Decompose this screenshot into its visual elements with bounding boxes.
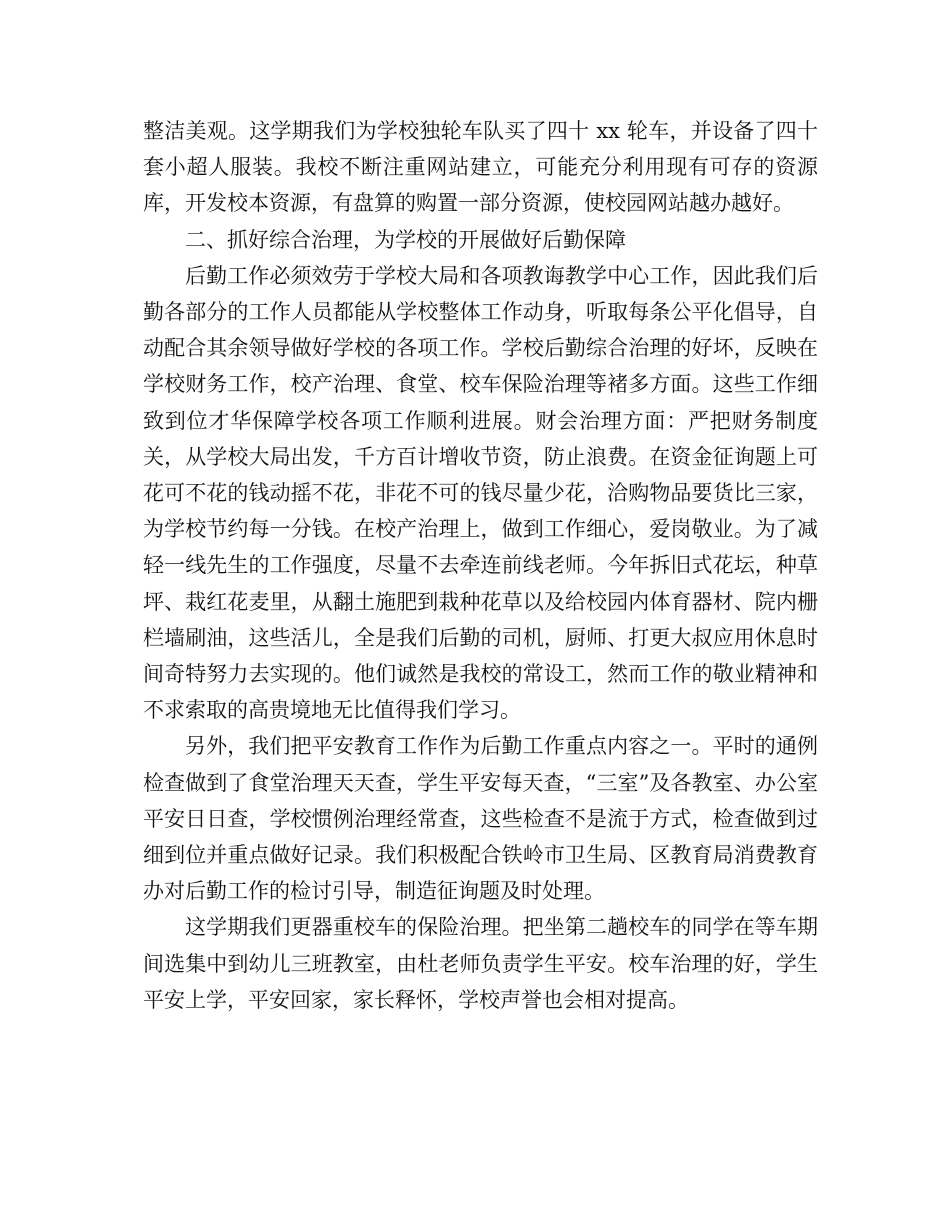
paragraph-continuation: 整洁美观。这学期我们为学校独轮车队买了四十 xx 轮车，并设备了四十套小超人服装。我校不断注重网站建立，可能充分利用现有可存的资源库，开发校本资源，有盘算的购置一部分资源，使校园网站越办越好。 <box>143 119 818 216</box>
paragraph-school-bus: 这学期我们更器重校车的保险治理。把坐第二趟校车的同学在等车期间选集中到幼儿三班教室，由杜老师负责学生平安。校车治理的好，学生平安上学，平安回家，家长释怀，学校声誉也会相对提高。 <box>143 915 818 1012</box>
section-heading: 二、抓好综合治理，为学校的开展做好后勤保障 <box>185 227 626 252</box>
paragraph-logistics-management: 后勤工作必须效劳于学校大局和各项教诲教学中心工作，因此我们后勤各部分的工作人员都能从学校整体工作动身，听取每条公平化倡导，自动配合其余领导做好学校的各项工作。学校后勤综合治理的好坏，反映在学校财务工作，校产治理、食堂、校车保险治理等褚多方面。这些工作细致到位才华保障学校各项工作顺利进展。财会治理方面：严把财务制度关，从学校大局出发，千方百计增收节资，防止浪费。在资金征询题上可花可不花的钱动摇不花，非花不可的钱尽量少花，洽购物品要货比三家，为学校节约每一分钱。在校产治理上，做到工作细心，爱岗敬业。为了减轻一线先生的工作强度，尽量不去牵连前线老师。今年拆旧式花坛，种草坪、栽红花麦里，从翻土施肥到栽种花草以及给校园内体育器材、院内栅栏墙刷油，这些活儿，全是我们后勤的司机，厨师、打更大叔应用休息时间奇特努力去实现的。他们诚然是我校的常设工，然而工作的敬业精神和不求索取的高贵境地无比值得我们学习。 <box>143 263 818 723</box>
paragraph-safety-education: 另外，我们把平安教育工作作为后勤工作重点内容之一。平时的通例检查做到了食堂治理天天查，学生平安每天查，“三室”及各教室、办公室平安日日查，学校惯例治理经常查，这些检查不是流于方式，检查做到过细到位并重点做好记录。我们积极配合铁岭市卫生局、区教育局消费教育办对后勤工作的检讨引导，制造征询题及时处理。 <box>143 734 818 904</box>
document-body <box>143 113 818 1018</box>
